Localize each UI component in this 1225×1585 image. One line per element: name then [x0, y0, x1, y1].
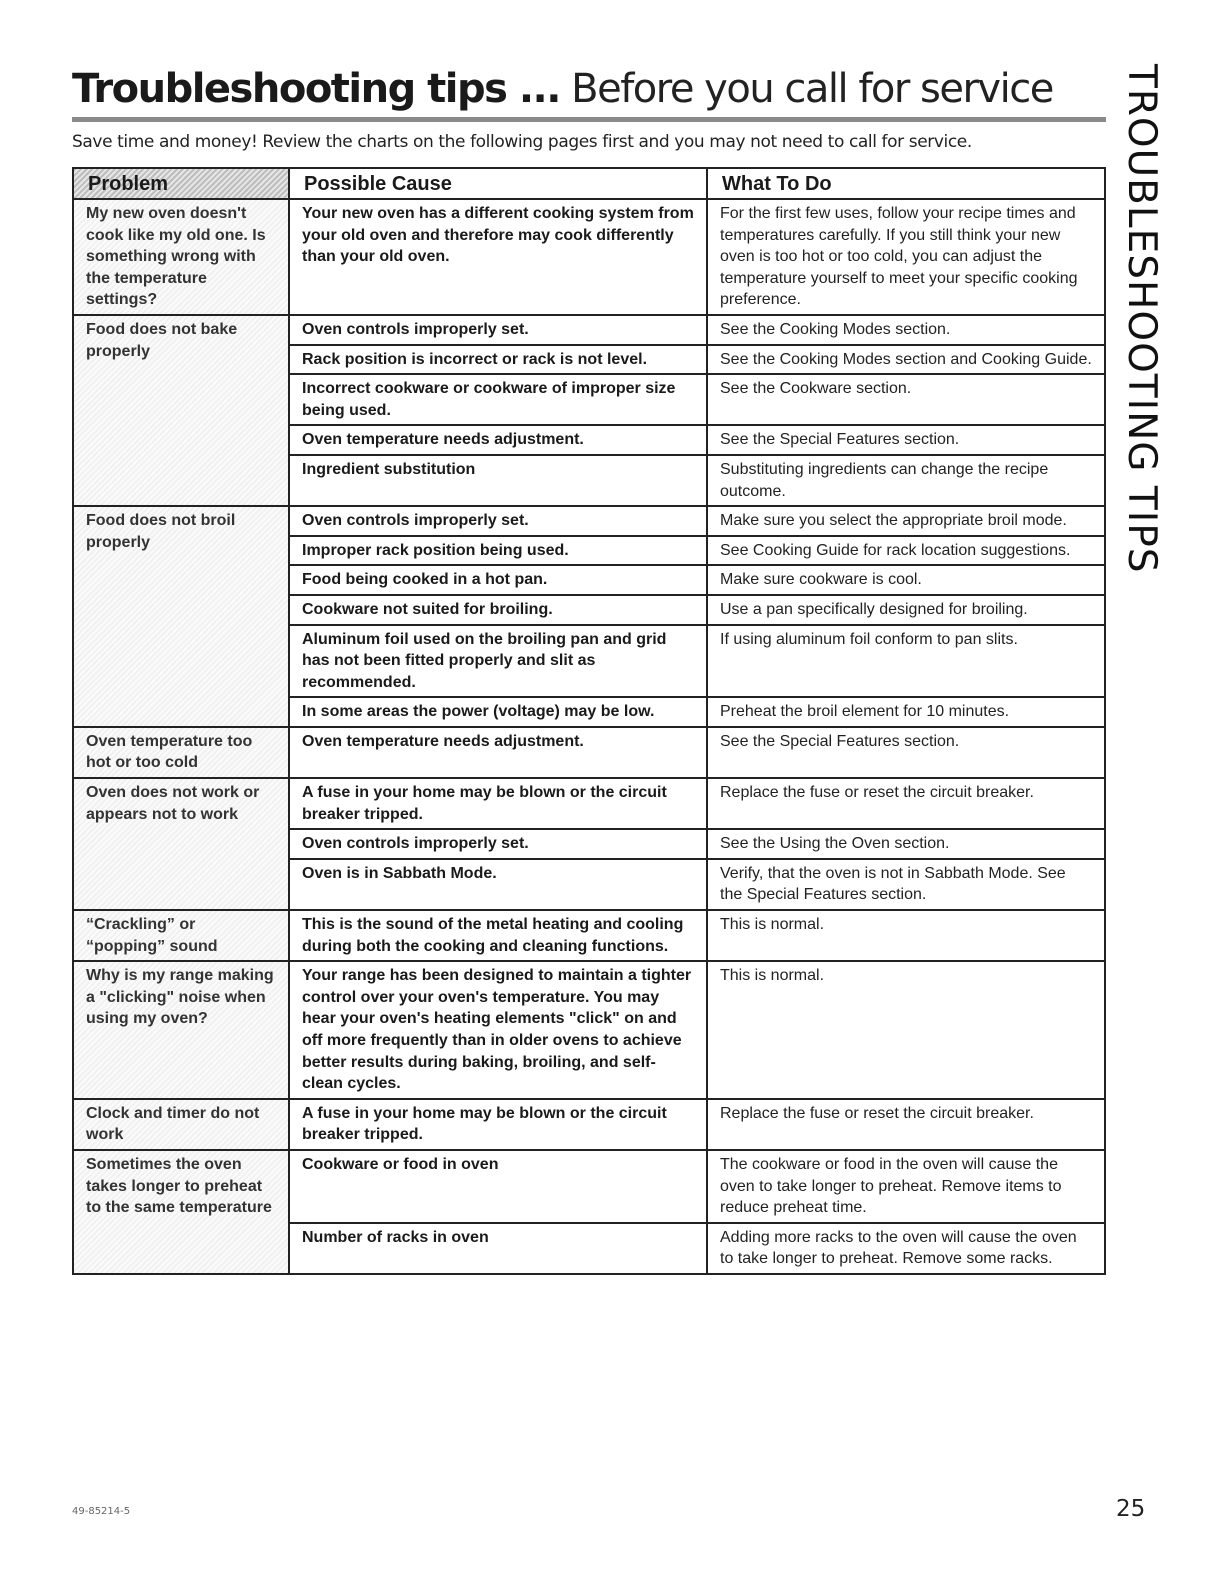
cause-cell: Cookware or food in oven — [289, 1150, 707, 1223]
cause-cell: A fuse in your home may be blown or the circuit breaker tripped. — [289, 778, 707, 829]
cause-cell: Oven temperature needs adjustment. — [289, 727, 707, 778]
what-to-do-cell: See the Cooking Modes section. — [707, 315, 1105, 345]
what-to-do-cell: Replace the fuse or reset the circuit breaker. — [707, 778, 1105, 829]
problem-cell: Oven does not work or appears not to work — [73, 778, 289, 910]
table-row — [73, 315, 1105, 345]
problem-cell: Clock and timer do not work — [73, 1099, 289, 1150]
cause-cell: Improper rack position being used. — [289, 536, 707, 566]
what-to-do-cell: See the Using the Oven section. — [707, 829, 1105, 859]
page-title-light: Before you call for service — [571, 66, 1053, 112]
cause-cell: Food being cooked in a hot pan. — [289, 565, 707, 595]
what-to-do-cell: See the Cookware section. — [707, 374, 1105, 425]
what-to-do-cell: See Cooking Guide for rack location suggestions. — [707, 536, 1105, 566]
cause-cell: Ingredient substitution — [289, 455, 707, 506]
problem-cell: My new oven doesn't cook like my old one. Is something wrong with the temperature settings? — [73, 199, 289, 315]
table-header-row — [73, 168, 1105, 199]
table-row — [73, 506, 1105, 536]
cause-cell: Number of racks in oven — [289, 1223, 707, 1274]
what-to-do-cell: Make sure cookware is cool. — [707, 565, 1105, 595]
cause-cell: Aluminum foil used on the broiling pan and grid has not been fitted properly and slit as recommended. — [289, 625, 707, 698]
cause-cell: Your range has been designed to maintain a tighter control over your oven's temperature. You may hear your oven's heating elements "click" on and off more frequently than in older ovens to achieve better results during baking, broiling, and self-clean cycles. — [289, 961, 707, 1099]
what-to-do-cell: See the Special Features section. — [707, 727, 1105, 778]
what-to-do-cell: Substituting ingredients can change the recipe outcome. — [707, 455, 1105, 506]
what-to-do-cell: Replace the fuse or reset the circuit breaker. — [707, 1099, 1105, 1150]
what-to-do-cell: Verify, that the oven is not in Sabbath Mode. See the Special Features section. — [707, 859, 1105, 910]
cause-cell: Oven controls improperly set. — [289, 506, 707, 536]
what-to-do-cell: Make sure you select the appropriate broil mode. — [707, 506, 1105, 536]
what-to-do-cell: If using aluminum foil conform to pan slits. — [707, 625, 1105, 698]
title-divider — [72, 117, 1106, 122]
header-problem: Problem — [73, 168, 289, 199]
header-what-to-do: What To Do — [707, 168, 1105, 199]
problem-cell: Oven temperature too hot or too cold — [73, 727, 289, 778]
cause-cell: Oven controls improperly set. — [289, 829, 707, 859]
problem-cell: Food does not bake properly — [73, 315, 289, 506]
document-code: 49-85214-5 — [72, 1506, 131, 1517]
cause-cell: Incorrect cookware or cookware of improper size being used. — [289, 374, 707, 425]
problem-cell: Food does not broil properly — [73, 506, 289, 727]
cause-cell: Oven controls improperly set. — [289, 315, 707, 345]
page-title-bold: Troubleshooting tips ... — [72, 66, 560, 112]
problem-cell: Sometimes the oven takes longer to preheat to the same temperature — [73, 1150, 289, 1274]
cause-cell: Rack position is incorrect or rack is not level. — [289, 345, 707, 375]
what-to-do-cell: See the Special Features section. — [707, 425, 1105, 455]
what-to-do-cell: This is normal. — [707, 961, 1105, 1099]
problem-cell: Why is my range making a "clicking" noise when using my oven? — [73, 961, 289, 1099]
what-to-do-cell: The cookware or food in the oven will cause the oven to take longer to preheat. Remove items to reduce preheat time. — [707, 1150, 1105, 1223]
troubleshooting-table — [72, 167, 1106, 1275]
cause-cell: A fuse in your home may be blown or the circuit breaker tripped. — [289, 1099, 707, 1150]
problem-cell: “Crackling” or “popping” sound — [73, 910, 289, 961]
table-row — [73, 961, 1105, 1099]
what-to-do-cell: Use a pan specifically designed for broiling. — [707, 595, 1105, 625]
side-section-title: TROUBLESHOOTING TIPS — [1119, 64, 1164, 574]
page-number: 25 — [1116, 1496, 1146, 1522]
table-row — [73, 778, 1105, 829]
table-row — [73, 1099, 1105, 1150]
cause-cell: Oven temperature needs adjustment. — [289, 425, 707, 455]
table-row — [73, 910, 1105, 961]
cause-cell: In some areas the power (voltage) may be low. — [289, 697, 707, 727]
intro-text: Save time and money! Review the charts on the following pages first and you may not need to call for service. — [72, 132, 972, 152]
what-to-do-cell: This is normal. — [707, 910, 1105, 961]
table-row — [73, 1150, 1105, 1223]
what-to-do-cell: For the first few uses, follow your recipe times and temperatures carefully. If you still think your new oven is too hot or too cold, you can adjust the temperature yourself to meet your specific cooking preference. — [707, 199, 1105, 315]
what-to-do-cell: Preheat the broil element for 10 minutes. — [707, 697, 1105, 727]
table-body — [73, 199, 1105, 1274]
cause-cell: Cookware not suited for broiling. — [289, 595, 707, 625]
what-to-do-cell: See the Cooking Modes section and Cooking Guide. — [707, 345, 1105, 375]
page-title — [72, 64, 1112, 114]
table-row — [73, 199, 1105, 315]
what-to-do-cell: Adding more racks to the oven will cause the oven to take longer to preheat. Remove some racks. — [707, 1223, 1105, 1274]
cause-cell: Your new oven has a different cooking system from your old oven and therefore may cook differently than your old oven. — [289, 199, 707, 315]
table-row — [73, 727, 1105, 778]
cause-cell: This is the sound of the metal heating and cooling during both the cooking and cleaning functions. — [289, 910, 707, 961]
header-possible-cause: Possible Cause — [289, 168, 707, 199]
cause-cell: Oven is in Sabbath Mode. — [289, 859, 707, 910]
